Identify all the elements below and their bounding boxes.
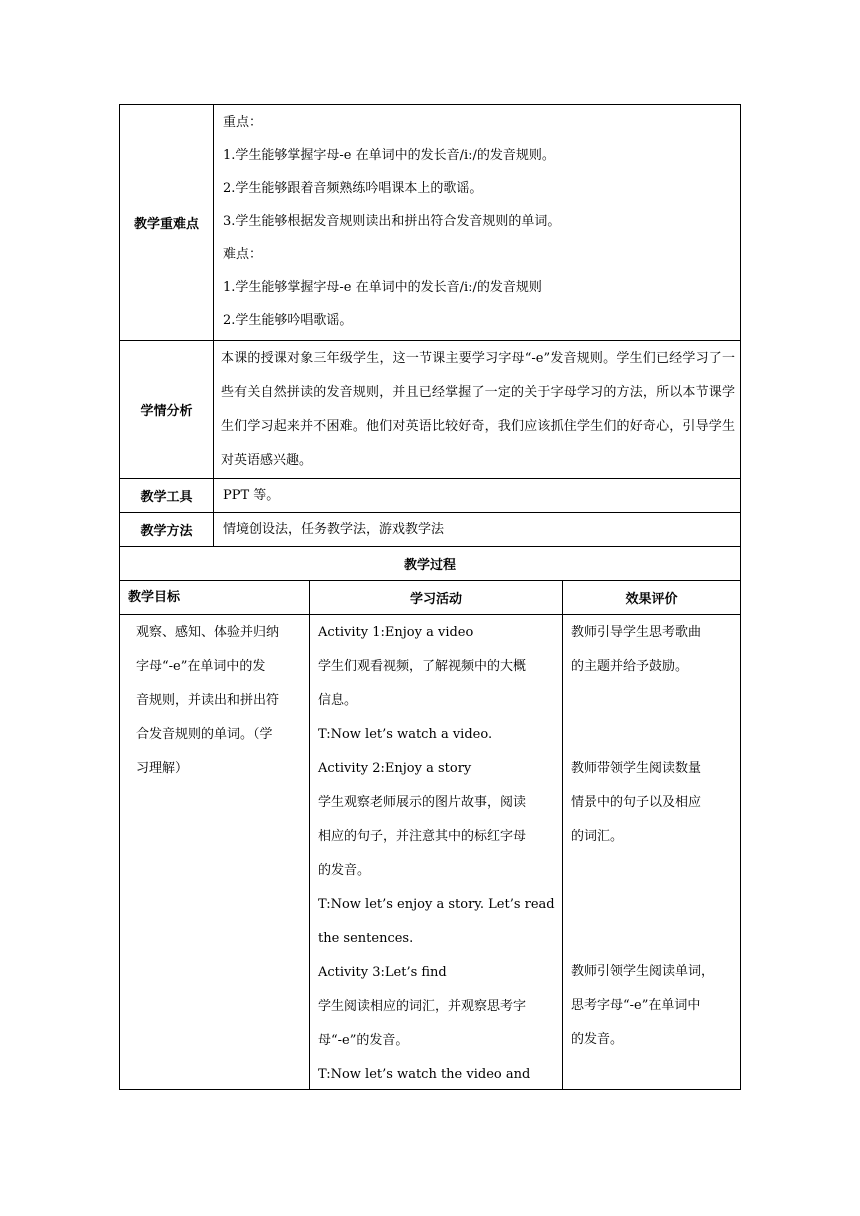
header-activities: 学习活动 xyxy=(409,592,462,607)
key-points-label: 教学重难点 xyxy=(133,217,199,232)
evaluation-line: 教师带领学生阅读数量 xyxy=(571,761,702,776)
evaluation-2 xyxy=(571,752,739,854)
table-border xyxy=(119,614,741,615)
activity-line: 学生们观看视频，了解视频中的大概 xyxy=(318,659,527,674)
table-border xyxy=(562,580,563,1090)
objective-line: 习理解） xyxy=(136,761,189,776)
objective-line: 音规则，并读出和拼出符 xyxy=(136,693,280,708)
activity-line: Activity 1:Enjoy a video xyxy=(318,625,474,640)
process-title: 教学过程 xyxy=(403,558,456,573)
evaluation-line: 的主题并给予鼓励。 xyxy=(571,659,689,674)
table-border xyxy=(309,580,310,1090)
objective-content xyxy=(136,616,306,786)
activity-line: T:Now let’s watch a video. xyxy=(318,727,493,742)
key-points-content xyxy=(223,106,737,337)
activity-line: Activity 2:Enjoy a story xyxy=(318,761,472,776)
analysis-label: 学情分析 xyxy=(140,404,193,419)
table-border xyxy=(213,104,214,546)
tools-value: PPT 等。 xyxy=(223,488,280,503)
key-points-line: 重点： xyxy=(223,115,263,130)
objective-line: 观察、感知、体验并归纳 xyxy=(136,625,280,640)
methods-label: 教学方法 xyxy=(140,524,193,539)
methods-value: 情境创设法，任务教学法，游戏教学法 xyxy=(223,522,445,537)
analysis-text: 本课的授课对象三年级学生，这一节课主要学习字母“-e”发音规则。学生们已经学习了一些有关自然拼读的发音规则，并且已经掌握了一定的关于字母学习的方法，所以本节课学生们学习起来并不困难。他们对英语比较好奇，我们应该抓住学生们的好奇心，引导学生对英语感兴趣。 xyxy=(221,351,735,468)
activity-line: 母“-e”的发音。 xyxy=(318,1033,409,1048)
evaluation-line: 教师引导学生思考歌曲 xyxy=(571,625,702,640)
evaluation-line: 情景中的句子以及相应 xyxy=(571,795,702,810)
objective-line: 字母“-e”在单词中的发 xyxy=(136,659,266,674)
activity-line: 相应的句子，并注意其中的标红字母 xyxy=(318,829,527,844)
activity-line: 的发音。 xyxy=(318,863,371,878)
activity-line: T:Now let’s enjoy a story. Let’s read xyxy=(318,897,555,912)
evaluation-line: 的词汇。 xyxy=(571,829,624,844)
key-points-line: 2.学生能够吟唱歌谣。 xyxy=(223,313,353,328)
activity-line: Activity 3:Let’s find xyxy=(318,965,447,980)
header-evaluation: 效果评价 xyxy=(625,592,678,607)
evaluation-line: 教师引领学生阅读单词， xyxy=(571,964,715,979)
key-points-line: 难点： xyxy=(223,247,263,262)
key-points-line: 3.学生能够根据发音规则读出和拼出符合发音规则的单词。 xyxy=(223,214,561,229)
key-points-line: 1.学生能够掌握字母-e 在单词中的发长音/iː/的发音规则 xyxy=(223,280,542,295)
header-objective: 教学目标 xyxy=(128,590,181,605)
key-points-line: 1.学生能够掌握字母-e 在单词中的发长音/iː/的发音规则。 xyxy=(223,148,555,163)
activity-line: 学生阅读相应的词汇，并观察思考字 xyxy=(318,999,527,1014)
activity-line: T:Now let’s watch the video and xyxy=(318,1067,531,1082)
evaluation-line: 的发音。 xyxy=(571,1032,624,1047)
activity-line: the sentences. xyxy=(318,931,414,946)
key-points-line: 2.学生能够跟着音频熟练吟唱课本上的歌谣。 xyxy=(223,181,483,196)
objective-line: 合发音规则的单词。（学 xyxy=(136,727,273,742)
tools-label: 教学工具 xyxy=(140,490,193,505)
evaluation-1 xyxy=(571,616,739,684)
evaluation-3 xyxy=(571,955,739,1057)
evaluation-line: 思考字母“-e”在单词中 xyxy=(571,998,701,1013)
activities-content xyxy=(318,616,560,1092)
activity-line: 信息。 xyxy=(318,693,358,708)
table-border xyxy=(740,104,741,1090)
lesson-plan-table xyxy=(119,104,741,1090)
activity-line: 学生观察老师展示的图片故事，阅读 xyxy=(318,795,527,810)
